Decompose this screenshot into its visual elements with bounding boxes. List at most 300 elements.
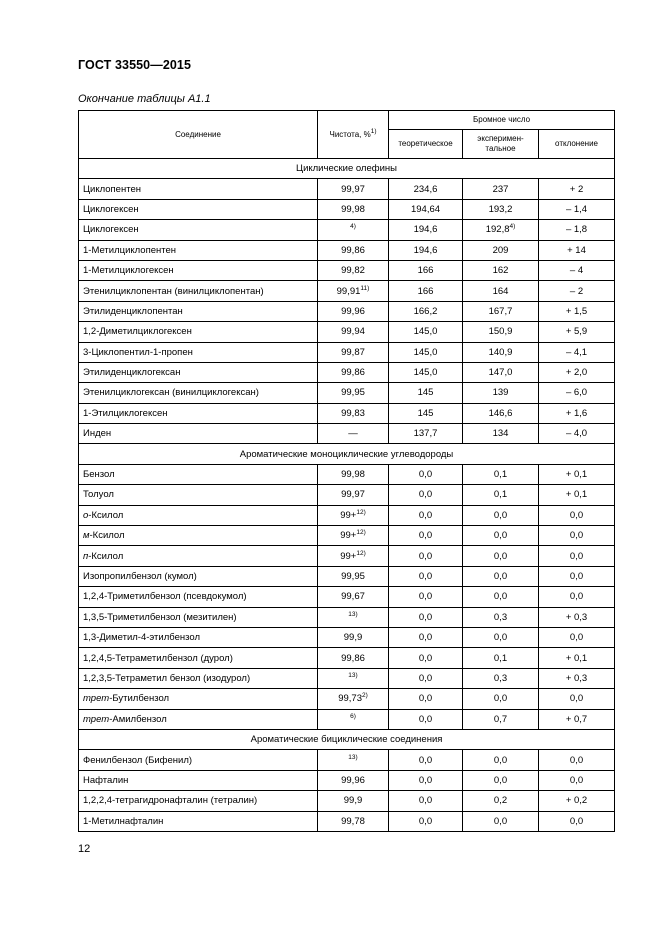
compound-name-cell — [79, 424, 318, 444]
experimental-value: 0,0 — [493, 591, 508, 603]
theoretical-cell: 194,6 — [389, 240, 463, 260]
compound-name-cell — [79, 750, 318, 770]
compound-name-cell — [79, 342, 318, 362]
table-row — [79, 750, 615, 770]
compound-prefix: трет — [83, 713, 110, 725]
experimental-value: 164 — [492, 285, 509, 297]
theoretical-cell: 145,0 — [389, 322, 463, 342]
experimental-value: 0,0 — [493, 509, 508, 521]
experimental-value: 167,7 — [488, 305, 513, 317]
experimental-cell — [463, 220, 539, 240]
purity-value: 99,96 — [341, 305, 365, 317]
compound-name: -Ксилол — [89, 530, 125, 542]
compound-name: Толуол — [83, 489, 114, 501]
purity-value: 99,94 — [341, 326, 365, 338]
purity-value: 99,83 — [341, 407, 365, 419]
experimental-value: 150,9 — [488, 326, 513, 338]
table-row — [79, 260, 615, 280]
deviation-cell: + 2,0 — [539, 362, 615, 382]
theoretical-cell: 0,0 — [389, 485, 463, 505]
purity-cell — [318, 281, 389, 301]
purity-cell — [318, 526, 389, 546]
deviation-cell: – 4,0 — [539, 424, 615, 444]
compound-name-cell — [79, 220, 318, 240]
compound-name-cell — [79, 607, 318, 627]
table-row — [79, 464, 615, 484]
bromine-number-table — [78, 110, 615, 832]
experimental-cell — [463, 199, 539, 219]
compound-name: 1,2-Диметилциклогексен — [83, 326, 192, 338]
table-row — [79, 199, 615, 219]
experimental-value: 146,6 — [488, 407, 513, 419]
column-header-purity — [318, 111, 389, 159]
purity-value: 99+ — [340, 509, 357, 521]
purity-cell — [318, 464, 389, 484]
deviation-cell: + 0,2 — [539, 791, 615, 811]
theoretical-cell: 0,0 — [389, 546, 463, 566]
purity-cell — [318, 220, 389, 240]
experimental-value: 0,0 — [493, 550, 508, 562]
compound-name-cell — [79, 281, 318, 301]
compound-prefix: трет — [83, 693, 110, 705]
compound-name-cell — [79, 362, 318, 382]
section-title: Циклические олефины — [79, 159, 615, 179]
deviation-cell: 0,0 — [539, 526, 615, 546]
purity-cell — [318, 811, 389, 831]
theoretical-cell: 145 — [389, 403, 463, 423]
purity-cell — [318, 627, 389, 647]
experimental-value: 0,1 — [493, 469, 508, 481]
experimental-cell — [463, 403, 539, 423]
compound-name: Фенилбензол (Бифенил) — [83, 754, 193, 766]
table-row — [79, 240, 615, 260]
deviation-cell: + 0,1 — [539, 464, 615, 484]
experimental-value: 0,0 — [493, 530, 508, 542]
purity-value: 99,95 — [341, 571, 365, 582]
experimental-value: 0,0 — [493, 815, 508, 827]
purity-footnote: 12) — [356, 529, 366, 537]
deviation-cell: + 1,6 — [539, 403, 615, 423]
deviation-cell: – 1,4 — [539, 199, 615, 219]
table-row — [79, 587, 615, 607]
theoretical-cell: 234,6 — [389, 179, 463, 199]
experimental-cell — [463, 485, 539, 505]
theoretical-cell: 0,0 — [389, 668, 463, 688]
experimental-cell — [463, 566, 539, 586]
purity-value: 99,97 — [341, 489, 365, 501]
compound-name-cell — [79, 464, 318, 484]
purity-cell — [318, 505, 389, 525]
purity-value: 99,9 — [343, 632, 363, 644]
experimental-cell — [463, 770, 539, 790]
deviation-cell: 0,0 — [539, 689, 615, 709]
purity-cell — [318, 485, 389, 505]
purity-value: 99,95 — [341, 387, 365, 399]
column-header-purity-label: Чистота, % — [329, 129, 371, 139]
experimental-value: 0,0 — [493, 693, 508, 705]
deviation-cell: – 6,0 — [539, 383, 615, 403]
deviation-cell: 0,0 — [539, 750, 615, 770]
compound-name-cell — [79, 587, 318, 607]
page-number: 12 — [78, 843, 91, 855]
compound-name: -Ксилол — [88, 550, 124, 562]
experimental-value: 0,3 — [493, 672, 508, 684]
experimental-value: 0,2 — [493, 795, 508, 807]
section-header-row — [79, 159, 615, 179]
section-title: Ароматические бициклические соединения — [79, 729, 615, 749]
theoretical-cell: 145,0 — [389, 362, 463, 382]
compound-name-cell — [79, 770, 318, 790]
purity-value: 99,82 — [341, 265, 365, 277]
purity-cell — [318, 648, 389, 668]
deviation-cell: 0,0 — [539, 505, 615, 525]
deviation-cell: + 0,3 — [539, 607, 615, 627]
compound-name: 1,2,4-Триметилбензол (псевдокумол) — [83, 591, 247, 603]
compound-name: 1,3,5-Триметилбензол (мезитилен) — [83, 611, 237, 623]
experimental-cell — [463, 668, 539, 688]
purity-cell — [318, 383, 389, 403]
table-row — [79, 424, 615, 444]
experimental-cell — [463, 240, 539, 260]
experimental-cell — [463, 342, 539, 362]
experimental-value: 209 — [492, 244, 509, 256]
compound-name: Изопропилбензол (кумол) — [83, 571, 197, 582]
purity-cell — [318, 301, 389, 321]
compound-name-cell — [79, 485, 318, 505]
deviation-cell: + 0,1 — [539, 648, 615, 668]
purity-cell — [318, 260, 389, 280]
compound-name-cell — [79, 546, 318, 566]
table-row — [79, 709, 615, 729]
experimental-value: 192,8 — [485, 224, 510, 236]
deviation-cell: + 2 — [539, 179, 615, 199]
experimental-value: 134 — [492, 428, 509, 440]
experimental-header-line1: эксперимен- — [477, 134, 524, 143]
table-row — [79, 791, 615, 811]
compound-name: Этилиденциклогексан — [83, 367, 181, 379]
compound-name-cell — [79, 260, 318, 280]
deviation-cell: 0,0 — [539, 587, 615, 607]
purity-cell — [318, 342, 389, 362]
experimental-value: 0,0 — [493, 632, 508, 644]
theoretical-cell: 166,2 — [389, 301, 463, 321]
purity-value: 99,97 — [341, 183, 365, 195]
theoretical-cell: 145 — [389, 383, 463, 403]
deviation-cell: – 4,1 — [539, 342, 615, 362]
theoretical-cell: 0,0 — [389, 587, 463, 607]
purity-cell — [318, 179, 389, 199]
deviation-cell: – 4 — [539, 260, 615, 280]
theoretical-cell: 0,0 — [389, 689, 463, 709]
experimental-cell — [463, 750, 539, 770]
theoretical-cell: 0,0 — [389, 791, 463, 811]
experimental-value: 0,3 — [493, 611, 508, 623]
experimental-cell — [463, 383, 539, 403]
experimental-cell — [463, 505, 539, 525]
purity-value: 99,96 — [341, 774, 365, 786]
deviation-cell: + 0,7 — [539, 709, 615, 729]
table-row — [79, 362, 615, 382]
experimental-cell — [463, 322, 539, 342]
document-title: ГОСТ 33550—2015 — [78, 58, 192, 72]
theoretical-cell: 0,0 — [389, 526, 463, 546]
deviation-cell: – 1,8 — [539, 220, 615, 240]
table-row — [79, 485, 615, 505]
compound-name: Этенилциклогексан (винилциклогексан) — [83, 387, 259, 399]
experimental-value: 237 — [492, 183, 509, 195]
deviation-cell: + 0,1 — [539, 485, 615, 505]
compound-name: -Амилбензол — [109, 713, 167, 725]
deviation-cell: – 2 — [539, 281, 615, 301]
theoretical-cell: 194,64 — [389, 199, 463, 219]
purity-value: 99,87 — [341, 346, 365, 358]
experimental-cell — [463, 464, 539, 484]
compound-name-cell — [79, 199, 318, 219]
purity-cell — [318, 322, 389, 342]
experimental-value: 0,0 — [493, 571, 508, 582]
purity-cell — [318, 240, 389, 260]
table-row — [79, 179, 615, 199]
section-header-row — [79, 444, 615, 464]
table-row — [79, 281, 615, 301]
experimental-cell — [463, 709, 539, 729]
purity-value: 99,86 — [341, 244, 365, 256]
table-row — [79, 627, 615, 647]
theoretical-cell: 0,0 — [389, 607, 463, 627]
theoretical-cell: 166 — [389, 281, 463, 301]
purity-value: 99,73 — [338, 693, 362, 705]
experimental-cell — [463, 362, 539, 382]
compound-name: Этилиденциклопентан — [83, 305, 183, 317]
experimental-value: 0,7 — [493, 713, 508, 725]
purity-value: 99+ — [340, 550, 357, 562]
theoretical-cell: 0,0 — [389, 566, 463, 586]
purity-cell — [318, 770, 389, 790]
purity-footnote: 13) — [348, 753, 358, 761]
compound-prefix: п — [83, 550, 89, 562]
experimental-cell — [463, 546, 539, 566]
table-row — [79, 607, 615, 627]
table-caption: Окончание таблицы А1.1 — [78, 93, 211, 105]
compound-name-cell — [79, 403, 318, 423]
purity-footnote: 2) — [362, 692, 368, 700]
experimental-value: 162 — [492, 265, 509, 277]
deviation-cell: + 5,9 — [539, 322, 615, 342]
experimental-footnote: 4) — [509, 223, 516, 231]
table-row — [79, 342, 615, 362]
compound-name-cell — [79, 566, 318, 586]
purity-footnote: 11) — [360, 284, 370, 292]
experimental-cell — [463, 179, 539, 199]
compound-name-cell — [79, 505, 318, 525]
compound-name: 1-Метилциклопентен — [83, 244, 177, 256]
section-title: Ароматические моноциклические углеводороды — [79, 444, 615, 464]
purity-footnote: 1) — [370, 127, 377, 135]
theoretical-cell: 194,6 — [389, 220, 463, 240]
table-row — [79, 668, 615, 688]
compound-name-cell — [79, 811, 318, 831]
experimental-value: 0,1 — [493, 652, 508, 664]
theoretical-cell: 0,0 — [389, 770, 463, 790]
experimental-value: 140,9 — [488, 346, 513, 358]
purity-value: 99,98 — [341, 469, 365, 481]
table-row — [79, 526, 615, 546]
theoretical-cell: 0,0 — [389, 464, 463, 484]
deviation-cell: 0,0 — [539, 811, 615, 831]
compound-name-cell — [79, 668, 318, 688]
compound-name-cell — [79, 791, 318, 811]
compound-name: Нафталин — [83, 774, 129, 786]
purity-footnote: 4) — [350, 223, 356, 231]
table-body — [79, 159, 615, 832]
theoretical-cell: 166 — [389, 260, 463, 280]
table-row — [79, 648, 615, 668]
experimental-value: 0,1 — [493, 489, 508, 501]
column-header-compound: Соединение — [79, 111, 318, 159]
deviation-cell: 0,0 — [539, 546, 615, 566]
theoretical-cell: 0,0 — [389, 750, 463, 770]
table-row — [79, 220, 615, 240]
theoretical-cell: 0,0 — [389, 627, 463, 647]
table-row — [79, 770, 615, 790]
compound-name-cell — [79, 627, 318, 647]
experimental-cell — [463, 791, 539, 811]
compound-name: Бензол — [83, 469, 115, 481]
compound-name: 1-Метилнафталин — [83, 815, 164, 827]
compound-name: 1,2,2,4-тетрагидронафталин (тетралин) — [83, 795, 258, 807]
compound-name: Этенилциклопентан (винилциклопентан) — [83, 285, 264, 297]
experimental-cell — [463, 281, 539, 301]
compound-name: -Бутилбензол — [109, 693, 170, 705]
purity-cell — [318, 750, 389, 770]
purity-cell — [318, 546, 389, 566]
purity-cell — [318, 668, 389, 688]
purity-footnote: 13) — [348, 610, 358, 618]
compound-name: 1-Этилциклогексен — [83, 407, 168, 419]
column-header-experimental — [463, 130, 539, 159]
deviation-cell: 0,0 — [539, 627, 615, 647]
compound-name: Инден — [83, 428, 112, 440]
compound-name-cell — [79, 648, 318, 668]
table-row — [79, 403, 615, 423]
purity-cell — [318, 566, 389, 586]
compound-name: 3-Циклопентил-1-пропен — [83, 346, 193, 358]
purity-value: — — [348, 428, 358, 440]
compound-name-cell — [79, 383, 318, 403]
purity-cell — [318, 199, 389, 219]
experimental-value: 0,0 — [493, 754, 508, 766]
theoretical-cell: 0,0 — [389, 811, 463, 831]
table-row — [79, 811, 615, 831]
purity-cell — [318, 362, 389, 382]
purity-cell — [318, 403, 389, 423]
table-row — [79, 546, 615, 566]
section-header-row — [79, 729, 615, 749]
compound-name-cell — [79, 322, 318, 342]
experimental-header-line2: тальное — [485, 144, 516, 153]
compound-name-cell — [79, 709, 318, 729]
compound-name: 1,3-Диметил-4-этилбензол — [83, 632, 200, 644]
experimental-cell — [463, 607, 539, 627]
deviation-cell: + 1,5 — [539, 301, 615, 321]
compound-name: Циклогексен — [83, 224, 139, 236]
purity-value: 99,78 — [341, 815, 365, 827]
table-row — [79, 301, 615, 321]
deviation-cell: 0,0 — [539, 770, 615, 790]
compound-name: 1-Метилциклогексен — [83, 265, 174, 277]
purity-cell — [318, 689, 389, 709]
experimental-cell — [463, 811, 539, 831]
purity-footnote: 12) — [356, 549, 366, 557]
theoretical-cell: 0,0 — [389, 709, 463, 729]
theoretical-cell: 137,7 — [389, 424, 463, 444]
deviation-cell: 0,0 — [539, 566, 615, 586]
experimental-cell — [463, 301, 539, 321]
compound-name: 1,2,3,5-Тетраметил бензол (изодурол) — [83, 672, 251, 684]
compound-name-cell — [79, 240, 318, 260]
theoretical-cell: 0,0 — [389, 648, 463, 668]
purity-cell — [318, 709, 389, 729]
purity-cell — [318, 607, 389, 627]
theoretical-cell: 145,0 — [389, 342, 463, 362]
purity-footnote: 12) — [356, 508, 366, 516]
purity-cell — [318, 424, 389, 444]
purity-value: 99+ — [340, 530, 357, 542]
column-header-theoretical: теоретическое — [389, 130, 463, 159]
compound-name: -Ксилол — [88, 509, 124, 521]
column-header-bromine-number: Бромное число — [389, 111, 615, 130]
purity-value: 99,91 — [336, 285, 361, 297]
compound-name: 1,2,4,5-Тетраметилбензол (дурол) — [83, 652, 233, 664]
experimental-value: 139 — [492, 387, 509, 399]
column-header-deviation: отклонение — [539, 130, 615, 159]
experimental-cell — [463, 424, 539, 444]
purity-value: 99,9 — [343, 795, 363, 807]
theoretical-cell: 0,0 — [389, 505, 463, 525]
purity-value: 99,86 — [341, 652, 365, 664]
compound-name-cell — [79, 179, 318, 199]
experimental-value: 0,0 — [493, 774, 508, 786]
compound-prefix: м — [83, 530, 90, 542]
experimental-cell — [463, 689, 539, 709]
compound-name: Циклопентен — [83, 183, 141, 195]
experimental-cell — [463, 260, 539, 280]
experimental-value: 193,2 — [488, 203, 513, 215]
purity-cell — [318, 587, 389, 607]
table-row — [79, 322, 615, 342]
table-row — [79, 505, 615, 525]
compound-name: Циклогексен — [83, 203, 139, 215]
experimental-value: 147,0 — [488, 367, 513, 379]
compound-name-cell — [79, 526, 318, 546]
purity-value: 99,86 — [341, 367, 365, 379]
compound-name-cell — [79, 301, 318, 321]
purity-cell — [318, 791, 389, 811]
table-row — [79, 566, 615, 586]
deviation-cell: + 0,3 — [539, 668, 615, 688]
purity-value: 99,98 — [341, 203, 365, 215]
compound-prefix: о — [83, 509, 89, 521]
experimental-cell — [463, 648, 539, 668]
experimental-cell — [463, 587, 539, 607]
table-row — [79, 383, 615, 403]
purity-footnote: 13) — [348, 671, 358, 679]
purity-footnote: 6) — [350, 712, 356, 720]
purity-value: 99,67 — [341, 591, 365, 603]
experimental-cell — [463, 627, 539, 647]
experimental-cell — [463, 526, 539, 546]
deviation-cell: + 14 — [539, 240, 615, 260]
